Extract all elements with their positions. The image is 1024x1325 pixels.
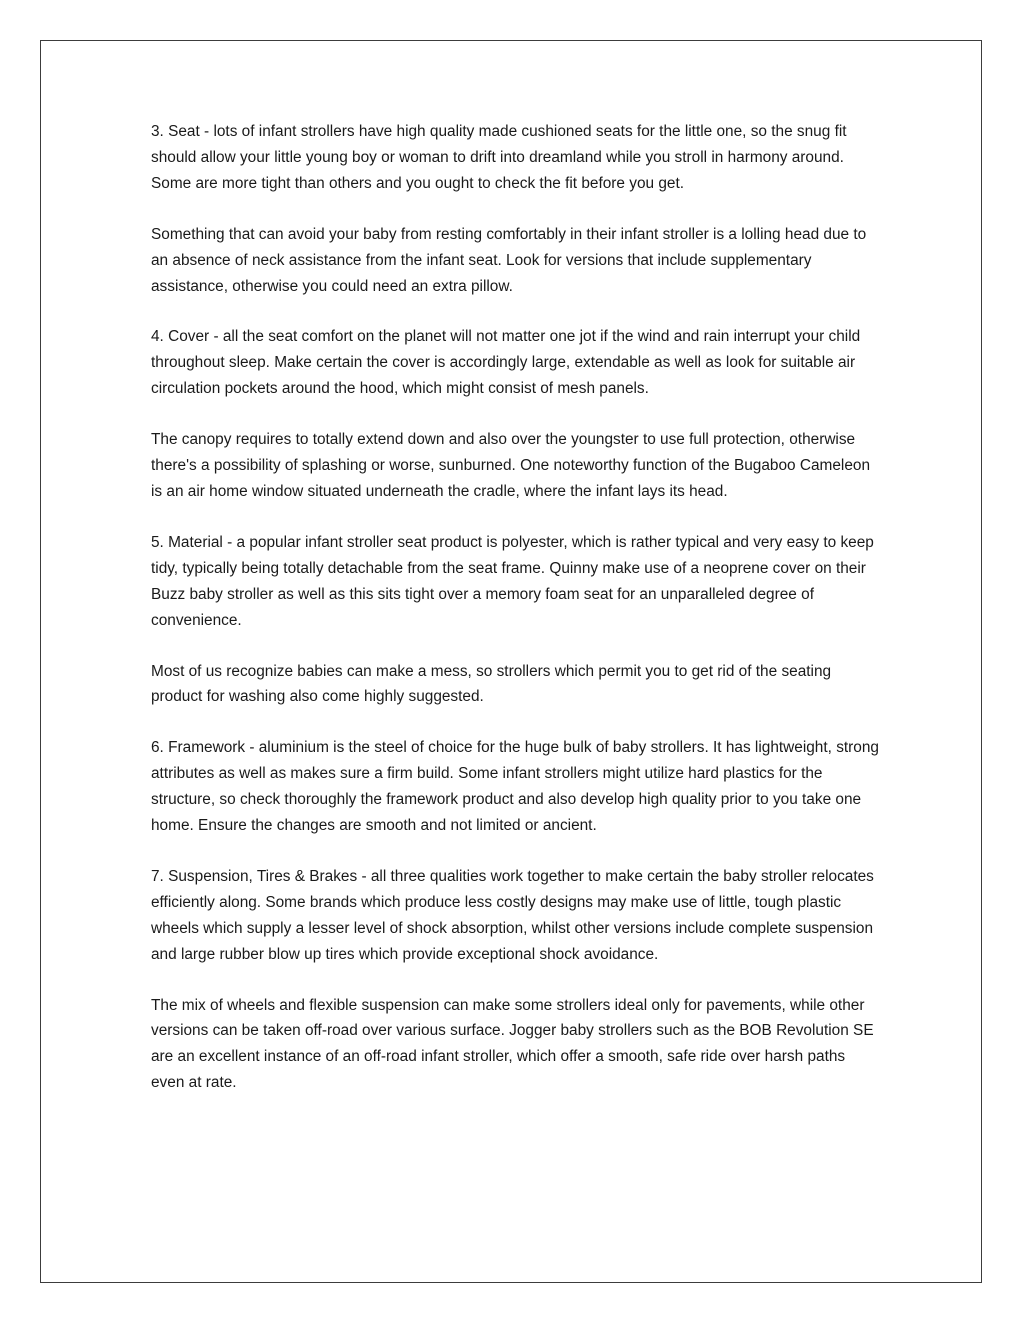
paragraph-canopy: The canopy requires to totally extend down and also over the youngster to use full protection, otherwise there's a possibility of splashing or worse, sunburned. One noteworthy function of the Bugaboo Cameleon is an air home window situated underneath the cradle, where the infant lays its head.	[151, 431, 871, 500]
paragraph-suspension: 7. Suspension, Tires & Brakes - all three qualities work together to make certain the baby stroller relocates efficiently along. Some brands which produce less costly designs may make use of little, tough plastic wheels which supply a lesser level of shock absorption, whilst other versions include complete suspension and large rubber blow up tires which provide exceptional shock avoidance.	[151, 867, 874, 963]
paragraph-neck-support: Something that can avoid your baby from resting comfortably in their infant stroller is a lolling head due to an absence of neck assistance from the infant seat. Look for versions that include supplementary assistance, otherwise you could need an extra pillow.	[151, 225, 867, 295]
paragraph-framework: 6. Framework - aluminium is the steel of choice for the huge bulk of baby strollers. It has lightweight, strong attributes as well as makes sure a firm build. Some infant strollers might utilize hard plastics for the structure, so check thoroughly the framework product and also develop high quality prior to you take one home. Ensure the changes are smooth and not limited or ancient.	[151, 739, 879, 835]
paragraph-washing: Most of us recognize babies can make a mess, so strollers which permit you to get rid of the seating product for washing also come highly suggested.	[151, 662, 832, 706]
paragraph-material: 5. Material - a popular infant stroller seat product is polyester, which is rather typical and very easy to keep tidy, typically being totally detachable from the seat frame. Quinny make use of a neoprene cover on their Buzz baby stroller as well as this sits tight over a memory foam seat for an unparalleled degree of convenience.	[151, 533, 874, 629]
paragraph-cover: 4. Cover - all the seat comfort on the planet will not matter one jot if the wind and rain interrupt your child throughout sleep. Make certain the cover is accordingly large, extendable as well as look for suitable air circulation pockets around the hood, which might consist of mesh panels.	[151, 328, 861, 398]
paragraph-seat: 3. Seat - lots of infant strollers have high quality made cushioned seats for the little one, so the snug fit should allow your little young boy or woman to drift into dreamland while you stroll in harmony around. Some are more tight than others and you ought to check the fit before you get.	[151, 123, 847, 192]
paragraph-wheels: The mix of wheels and flexible suspension can make some strollers ideal only for pavements, while other versions can be taken off-road over various surface. Jogger baby strollers such as the BOB Revolution SE are an excellent instance of an off-road infant stroller, which offer a smooth, safe ride over harsh paths even at rate.	[151, 996, 874, 1092]
document-body	[151, 119, 881, 1121]
